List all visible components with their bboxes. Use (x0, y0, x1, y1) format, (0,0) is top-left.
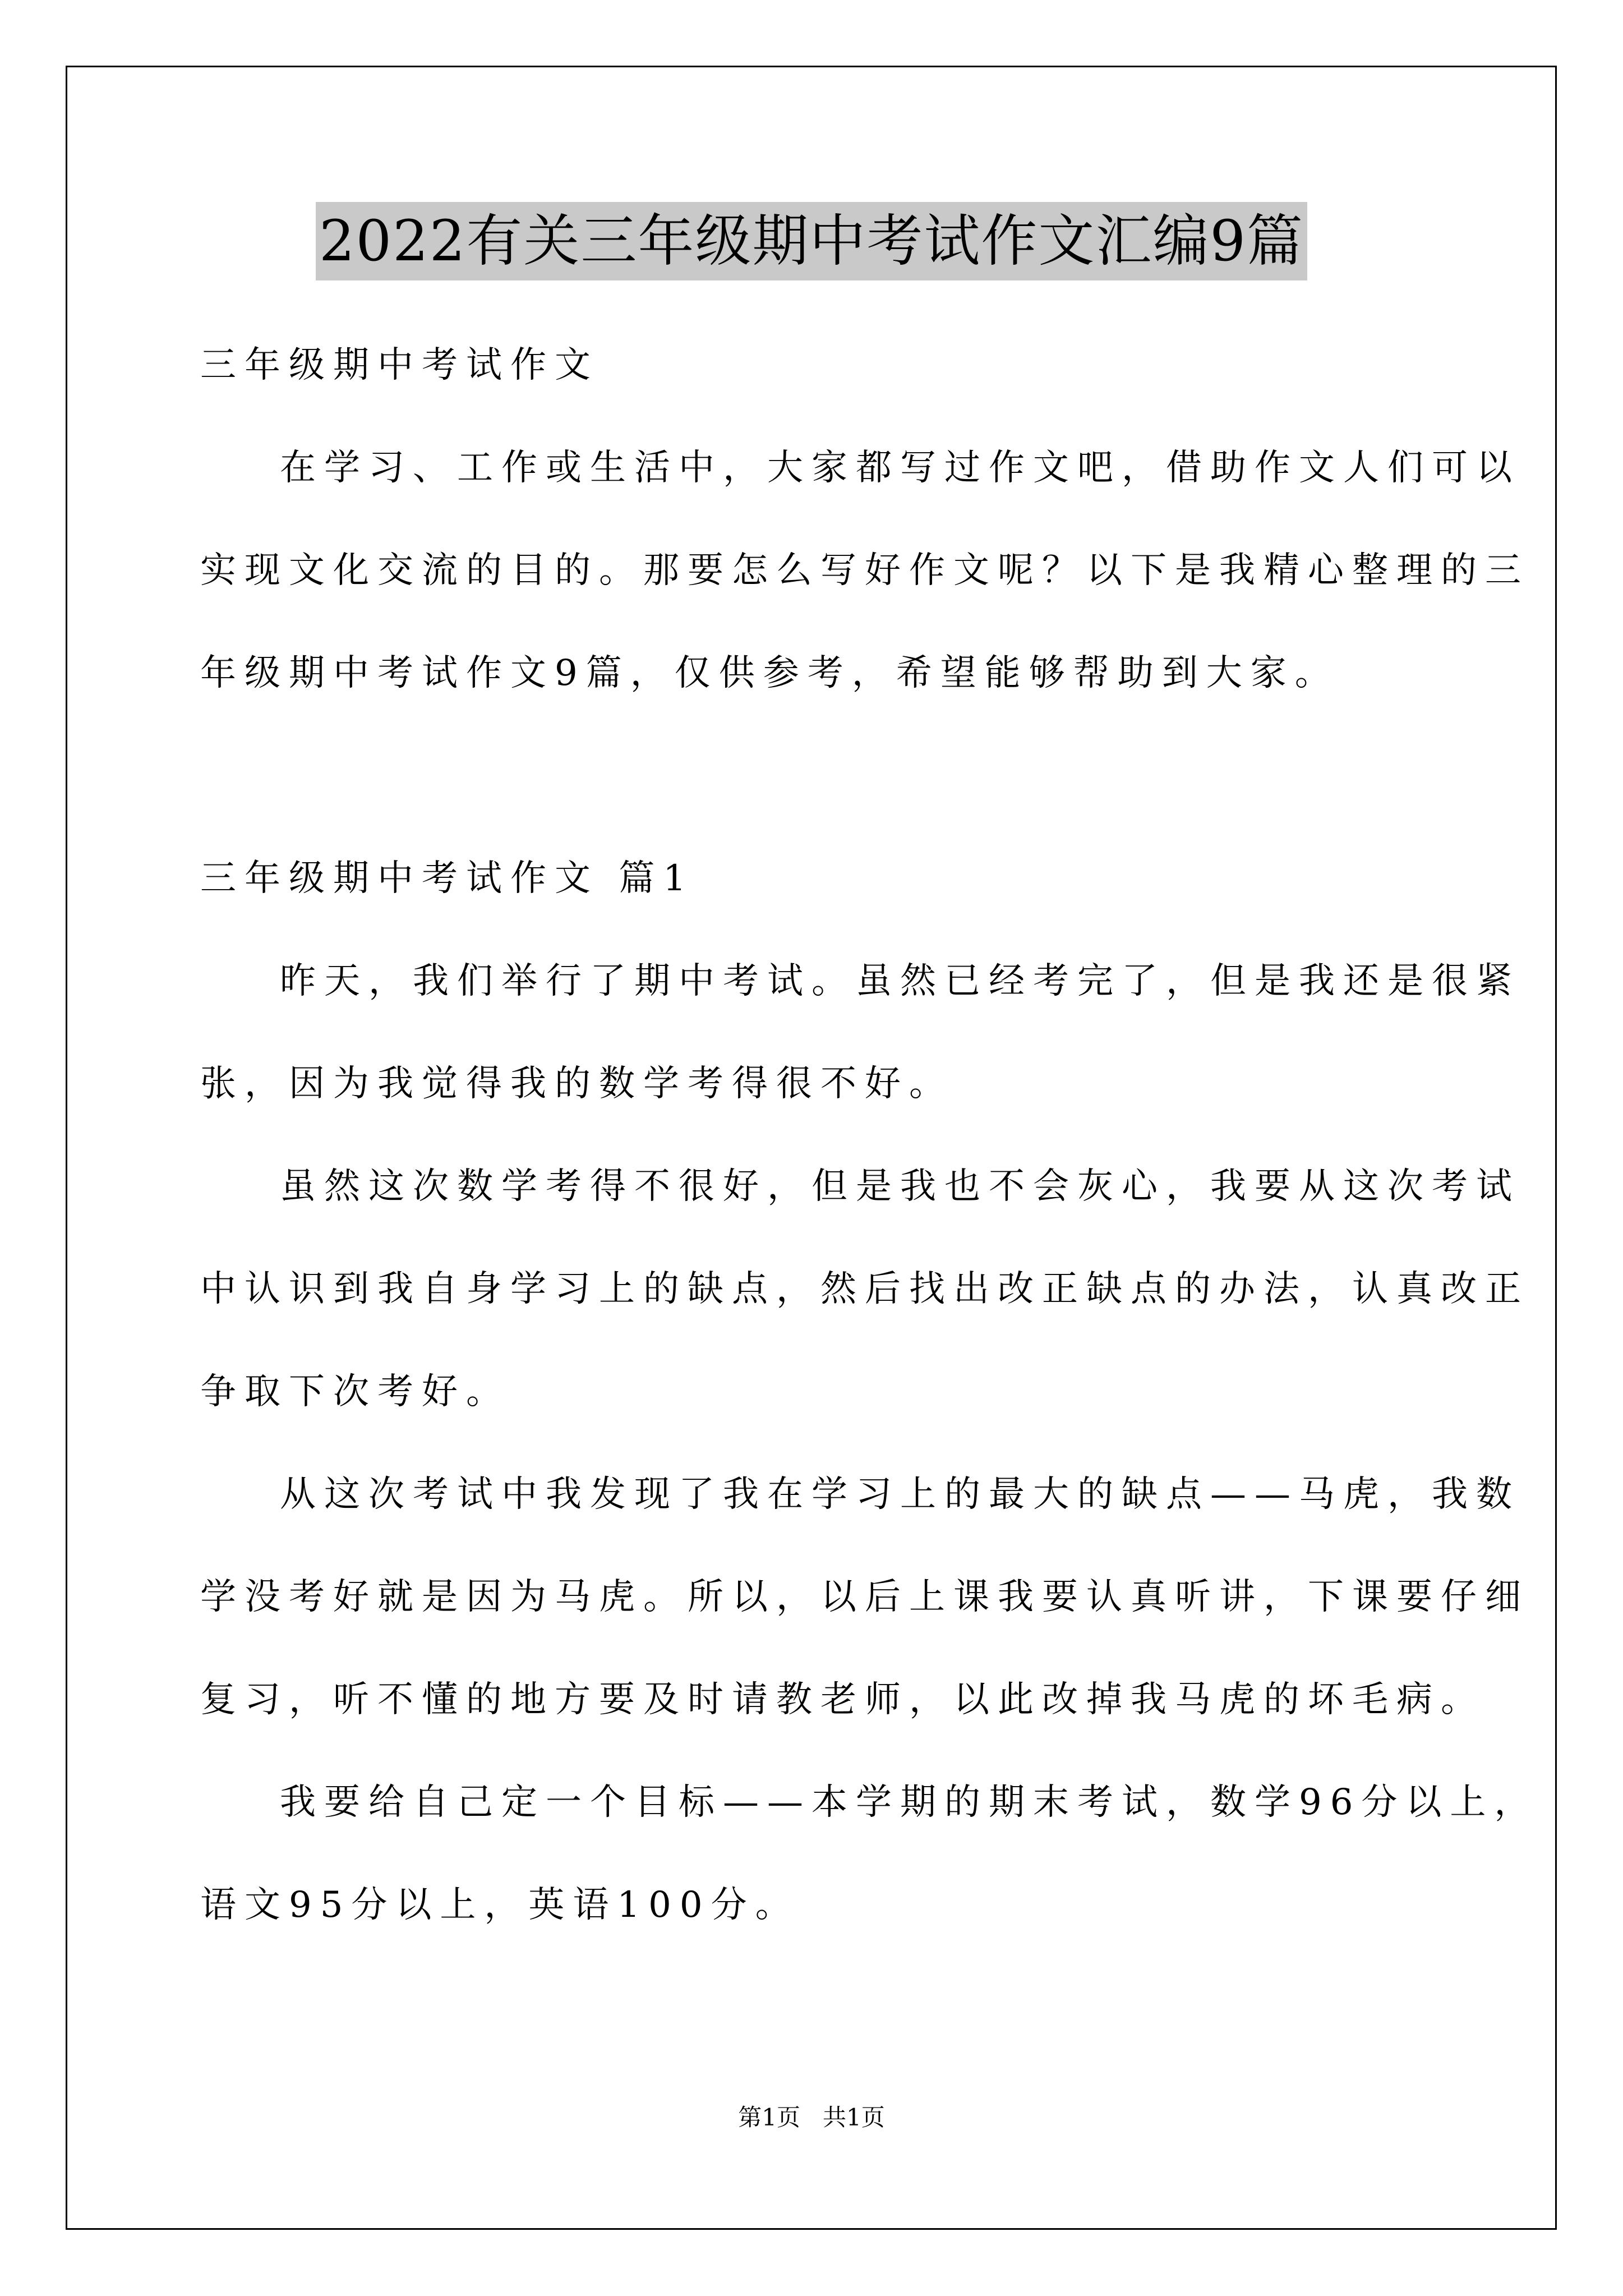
paragraph-line: 昨天，我们举行了期中考试。虽然已经考完了，但是我还是很紧 (280, 960, 1520, 1002)
paragraph-line: 学没考好就是因为马虎。所以，以后上课我要认真听讲，下课要仔细 (200, 1576, 1529, 1618)
paragraph-line: 张，因为我觉得我的数学考得很不好。 (200, 1063, 953, 1105)
paragraph-line: 年级期中考试作文9篇，仅供参考，希望能够帮助到大家。 (200, 652, 1339, 694)
body-paragraph (200, 930, 1520, 1135)
document-body (200, 314, 1539, 1957)
title-container (0, 202, 1623, 280)
body-paragraph (200, 1751, 1539, 1957)
paragraph-line: 在学习、工作或生活中，大家都写过作文吧，借助作文人们可以 (280, 447, 1520, 489)
paragraph-line: 复习，听不懂的地方要及时请教老师，以此改掉我马虎的坏毛病。 (200, 1679, 1485, 1720)
section-heading: 三年级期中考试作文 篇1 (200, 858, 695, 899)
section-spacer (200, 725, 1434, 827)
body-paragraph (200, 1135, 1529, 1443)
paragraph-line: 争取下次考好。 (200, 1371, 510, 1412)
paragraph-line: 从这次考试中我发现了我在学习上的最大的缺点——马虎，我数 (280, 1474, 1520, 1515)
document-title: 2022有关三年级期中考试作文汇编9篇 (316, 202, 1307, 280)
page-footer: 第1页 共1页 (738, 2104, 885, 2131)
body-paragraph (200, 1443, 1529, 1751)
paragraph-line: 中认识到我自身学习上的缺点，然后找出改正缺点的办法，认真改正 (200, 1268, 1529, 1310)
paragraph-line: 实现文化交流的目的。那要怎么写好作文呢？以下是我精心整理的三 (200, 550, 1529, 591)
paragraph-line: 我要给自己定一个目标——本学期的期末考试，数学96分以上， (280, 1782, 1539, 1823)
intro-heading: 三年级期中考试作文 (200, 344, 599, 386)
intro-paragraph (200, 417, 1529, 725)
paragraph-line: 语文95分以上，英语100分。 (200, 1884, 800, 1926)
paragraph-line: 虽然这次数学考得不很好，但是我也不会灰心，我要从这次考试 (280, 1166, 1520, 1207)
